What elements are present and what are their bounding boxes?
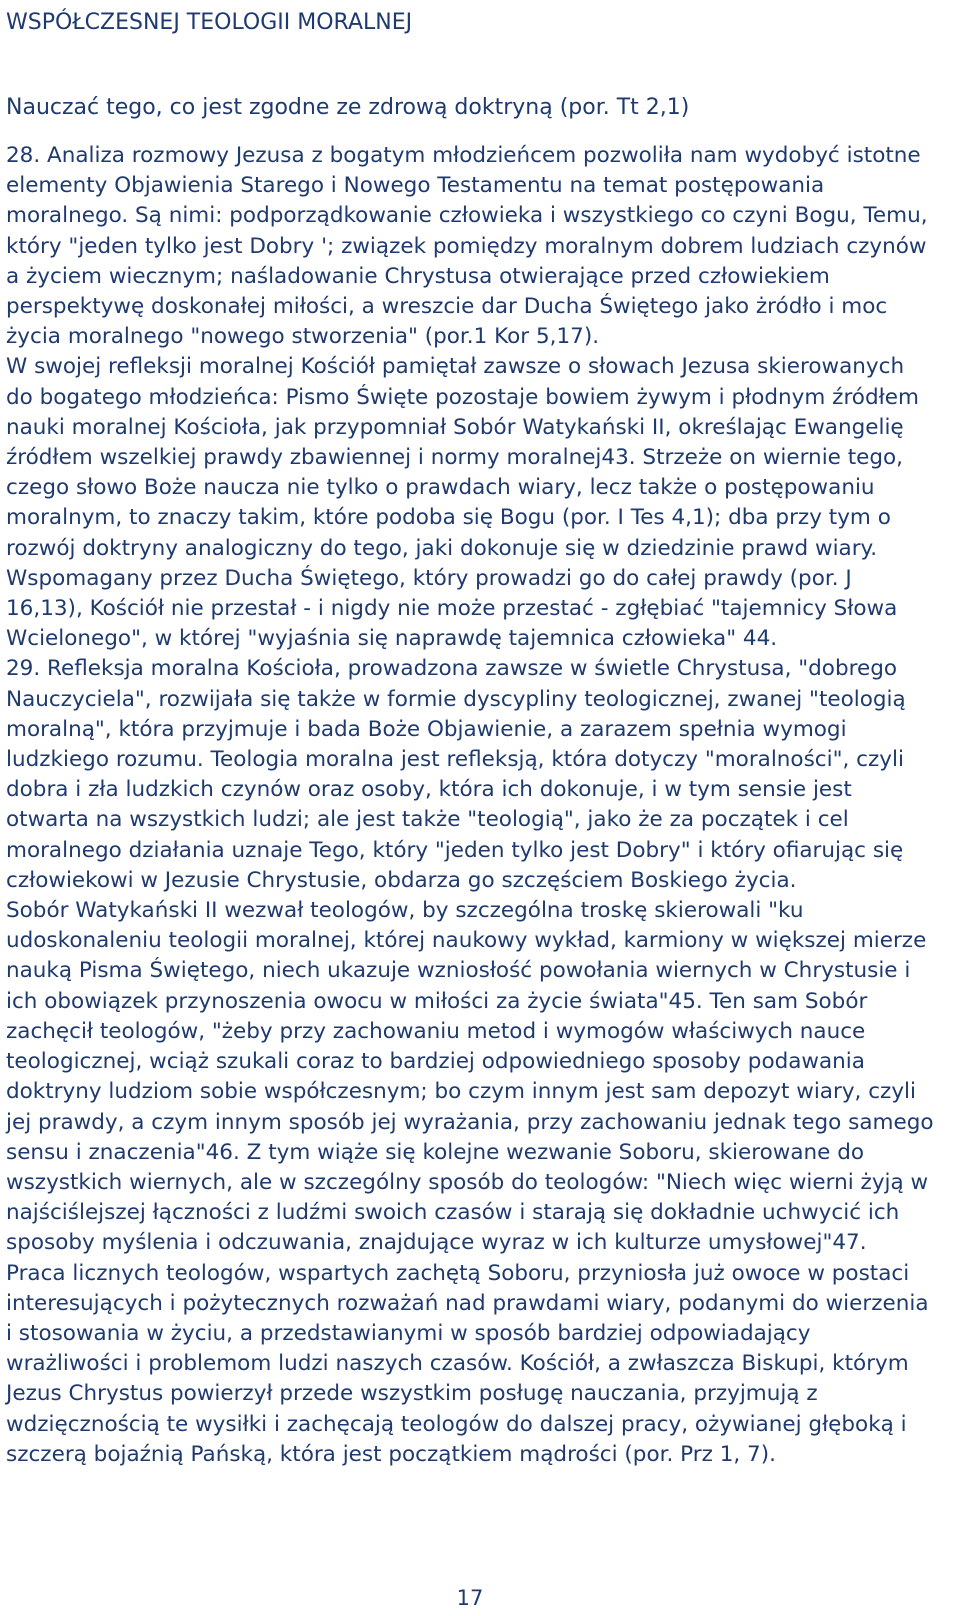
page-header: WSPÓŁCZESNEJ TEOLOGII MORALNEJ [6, 10, 413, 35]
paragraph-28: 28. Analiza rozmowy Jezusa z bogatym młodzieńcem pozwoliła nam wydobyć istotne elementy Objawienia Starego i Nowego Testamentu na temat postępowania moralnego. Są nimi: podporządkowanie człowieka i wszystkiego co czyni Bogu, Temu, który "jeden tylko jest Dobry '; związek pomiędzy moralnym dobrem ludziach czynów a życiem wiecznym; naśladowanie Chrystusa otwierające przed człowiekiem perspektywę doskonałej miłości, a wreszcie dar Ducha Świętego jako żródło i moc życia moralnego "nowego stworzenia" (por.1 Kor 5,17). [6, 143, 928, 350]
document-page [6, 8, 934, 1470]
paragraph-29-council: Sobór Watykański II wezwał teologów, by szczególna troskę skierowali "ku udoskonaleniu teologii moralnej, której naukowy wykład, karmiony w większej mierze nauką Pisma Świętego, niech ukazuje wzniosłość powołania wiernych w Chrystusie i ich obowiązek przynoszenia owocu w miłości za życie świata"45. Ten sam Sobór zachęcił teologów, "żeby przy zachowaniu metod i wymogów właściwych nauce teologicznej, wciąż szukali coraz to bardziej odpowiedniego sposoby podawania doktryny ludziom sobie współczesnym; bo czym innym jest sam depozyt wiary, czyli jej prawdy, a czym innym sposób jej wyrażania, przy zachowaniu jednak tego samego sensu i znaczenia"46. Z tym wiąże się kolejne wezwanie Soboru, skierowane do wszystkich wiernych, ale w szczególny sposób do teologów: "Niech więc wierni żyją w najściślejszej łączności z ludźmi swoich czasów i starają się dokładnie uchwycić ich sposoby myślenia i odczuwania, znajdujące wyraz w ich kulturze umysłowej"47. [6, 898, 934, 1256]
paragraph-29: 29. Refleksja moralna Kościoła, prowadzona zawsze w świetle Chrystusa, "dobrego Nauczyciela", rozwijała się także w formie dyscypliny teologicznej, zwanej "teologią moralną", która przyjmuje i bada Boże Objawienie, a zarazem spełnia wymogi ludzkiego rozumu. Teologia moralna jest refleksją, która dotyczy "moralności", czyli dobra i zła ludzkich czynów oraz osoby, która ich dokonuje, i w tym sensie jest otwarta na wszystkich ludzi; ale jest także "teologią", jako że za początek i cel moralnego działania uznaje Tego, który "jeden tylko jest Dobry" i który ofiarując się człowiekowi w Jezusie Chrystusie, obdarza go szczęściem Boskiego życia. [6, 656, 906, 893]
paragraph-28-continued: W swojej refleksji moralnej Kościół pamiętał zawsze o słowach Jezusa skierowanych do bogatego młodzieńca: Pismo Święte pozostaje bowiem żywym i płodnym źródłem nauki moralnej Kościoła, jak przypomniał Sobór Watykański II, określając Ewangelię źródłem wszelkiej prawdy zbawiennej i normy moralnej43. Strzeże on wiernie tego, czego słowo Boże naucza nie tylko o prawdach wiary, lecz także o postępowaniu moralnym, to znaczy takim, które podoba się Bogu (por. I Tes 4,1); dba przy tym o rozwój doktryny analogiczny do tego, jaki dokonuje się w dziedzinie prawd wiary. Wspomagany przez Ducha Świętego, który prowadzi go do całej prawdy (por. J 16,13), Kościół nie przestał - i nigdy nie może przestać - zgłębiać "tajemnicy Słowa Wcielonego", w której "wyjaśnia się naprawdę tajemnica człowieka" 44. [6, 354, 919, 652]
page-number: 17 [456, 1586, 484, 1610]
section-subtitle: Nauczać tego, co jest zgodne ze zdrową doktryną (por. Tt 2,1) [6, 95, 690, 120]
paragraph-29-theologians: Praca licznych teologów, wspartych zachętą Soboru, przyniosła już owoce w postaci interesujących i pożytecznych rozważań nad prawdami wiary, podanymi do wierzenia i stosowania w życiu, a przedstawianymi w sposób bardziej odpowiadający wrażliwości i problemom ludzi naszych czasów. Kościół, a zwłaszcza Biskupi, którym Jezus Chrystus powierzył przede wszystkim posługę nauczania, przyjmują z wdzięcznością te wysiłki i zachęcają teologów do dalszej pracy, ożywianej głęboką i szczerą bojaźnią Pańską, która jest początkiem mądrości (por. Prz 1, 7). [6, 1260, 929, 1467]
